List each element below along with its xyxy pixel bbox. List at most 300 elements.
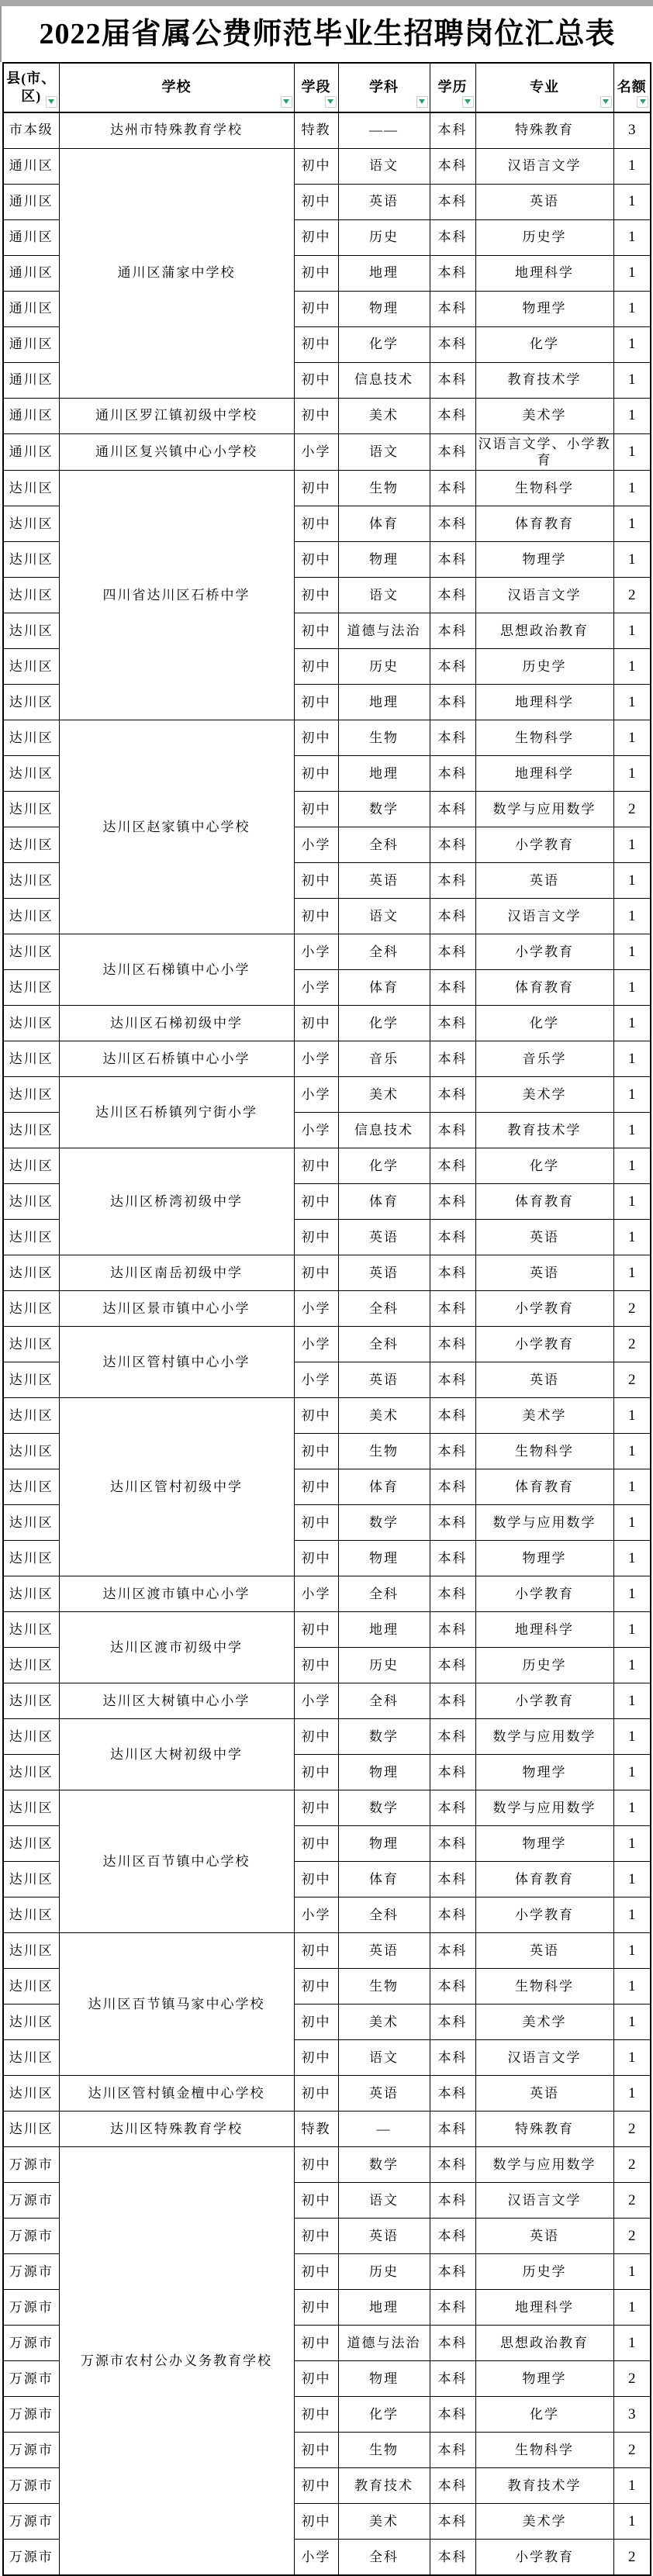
county-cell: 达川区 [3,2076,59,2112]
major-cell: 体育教育 [475,970,613,1006]
stage-cell: 初中 [294,2326,338,2361]
school-cell: 万源市农村公办义务教育学校 [59,2147,294,2576]
major-cell: 小学教育 [475,1291,613,1327]
major-cell: 美术学 [475,1077,613,1113]
stage-cell: 初中 [294,1719,338,1755]
subject-cell: 英语 [338,863,430,899]
county-cell: 达川区 [3,1041,59,1077]
quota-cell: 1 [613,2254,651,2290]
quota-cell: 2 [613,792,651,827]
stage-cell: 初中 [294,2183,338,2219]
degree-cell: 本科 [430,578,475,613]
degree-cell: 本科 [430,1648,475,1683]
major-cell: 地理科学 [475,756,613,792]
degree-cell: 本科 [430,2076,475,2112]
degree-cell: 本科 [430,1434,475,1469]
subject-cell: 语文 [338,2183,430,2219]
stage-cell: 小学 [294,970,338,1006]
quota-cell: 2 [613,1362,651,1398]
degree-cell: 本科 [430,2219,475,2254]
quota-cell: 1 [613,1184,651,1220]
stage-cell: 小学 [294,1041,338,1077]
quota-cell: 1 [613,184,651,219]
quota-cell: 1 [613,1897,651,1933]
subject-cell: 物理 [338,1755,430,1790]
subject-cell: 生物 [338,720,430,756]
quota-cell: 1 [613,1041,651,1077]
subject-cell: 音乐 [338,1041,430,1077]
stage-cell: 初中 [294,184,338,219]
table-row [3,2112,651,2147]
stage-cell: 初中 [294,1755,338,1790]
school-cell: 达川区赵家镇中心学校 [59,720,294,934]
county-cell: 万源市 [3,2433,59,2468]
major-cell: 数学与应用数学 [475,2147,613,2183]
filter-button-subject[interactable] [416,96,428,108]
quota-cell: 1 [613,1434,651,1469]
stage-cell: 初中 [294,2290,338,2326]
degree-cell: 本科 [430,506,475,542]
county-cell: 市本级 [3,112,59,149]
county-cell: 通川区 [3,326,59,362]
quota-cell: 1 [613,1790,651,1826]
subject-cell: 教育技术 [338,2468,430,2504]
quota-cell: 2 [613,2112,651,2147]
degree-cell: 本科 [430,2433,475,2468]
quota-cell: 1 [613,362,651,398]
major-cell: 小学教育 [475,1576,613,1612]
county-cell: 通川区 [3,219,59,255]
filter-dropdown-icon [283,99,289,104]
subject-cell: 体育 [338,970,430,1006]
subject-cell: 全科 [338,1291,430,1327]
stage-cell: 初中 [294,1255,338,1291]
page-title: 2022届省属公费师范毕业生招聘岗位汇总表 [39,18,616,50]
quota-cell: 1 [613,827,651,863]
county-cell: 达川区 [3,542,59,578]
quota-cell: 2 [613,2540,651,2576]
subject-cell: 全科 [338,1897,430,1933]
table-row [3,1041,651,1077]
subject-cell: 全科 [338,1683,430,1719]
quota-cell: 1 [613,1612,651,1648]
quota-cell: 1 [613,863,651,899]
subject-cell: 历史 [338,2254,430,2290]
stage-cell: 小学 [294,1897,338,1933]
subject-cell: 生物 [338,1434,430,1469]
degree-cell: 本科 [430,1041,475,1077]
county-cell: 达川区 [3,1220,59,1255]
subject-cell: 道德与法治 [338,613,430,649]
major-cell: 化学 [475,2397,613,2433]
subject-cell: —— [338,112,430,149]
subject-cell: 英语 [338,1933,430,1969]
major-cell: 体育教育 [475,1862,613,1897]
stage-cell: 初中 [294,398,338,433]
filter-dropdown-icon [603,99,609,104]
major-cell: 体育教育 [475,1184,613,1220]
major-cell: 英语 [475,1933,613,1969]
major-cell: 音乐学 [475,1041,613,1077]
column-header-county [3,63,59,112]
major-cell: 美术学 [475,1398,613,1434]
quota-cell: 1 [613,934,651,970]
column-header-label: 学历 [437,79,468,95]
degree-cell: 本科 [430,2112,475,2147]
subject-cell: 体育 [338,1184,430,1220]
county-cell: 通川区 [3,255,59,291]
school-cell: 达川区特殊教育学校 [59,2112,294,2147]
county-cell: 通川区 [3,398,59,433]
degree-cell: 本科 [430,2290,475,2326]
degree-cell: 本科 [430,1541,475,1576]
school-cell: 达川区百节镇马家中心学校 [59,1933,294,2076]
column-header-degree [430,63,475,112]
quota-cell: 1 [613,1969,651,2005]
major-cell: 历史学 [475,219,613,255]
county-cell: 通川区 [3,184,59,219]
county-cell: 达川区 [3,756,59,792]
quota-cell: 1 [613,1469,651,1505]
major-cell: 化学 [475,1006,613,1041]
stage-cell: 初中 [294,756,338,792]
table-row [3,1398,651,1434]
filter-dropdown-icon [48,99,54,104]
degree-cell: 本科 [430,1933,475,1969]
column-header-school [59,63,294,112]
major-cell: 教育技术学 [475,2468,613,2504]
major-cell: 化学 [475,326,613,362]
quota-cell: 2 [613,1327,651,1362]
major-cell: 美术学 [475,2005,613,2040]
quota-cell: 1 [613,2076,651,2112]
quota-cell: 1 [613,1148,651,1184]
school-cell: 达川区桥湾初级中学 [59,1148,294,1255]
degree-cell: 本科 [430,863,475,899]
school-cell: 达川区管村镇金檀中心学校 [59,2076,294,2112]
degree-cell: 本科 [430,1077,475,1113]
county-cell: 达川区 [3,1006,59,1041]
degree-cell: 本科 [430,219,475,255]
column-header-major [475,63,613,112]
degree-cell: 本科 [430,291,475,326]
county-cell: 万源市 [3,2361,59,2397]
filter-button-degree[interactable] [462,96,474,108]
county-cell: 达川区 [3,2112,59,2147]
table-row [3,1612,651,1648]
stage-cell: 初中 [294,2254,338,2290]
county-cell: 通川区 [3,362,59,398]
school-cell: 达州市特殊教育学校 [59,112,294,149]
quota-cell: 1 [613,1576,651,1612]
school-cell: 达川区管村初级中学 [59,1398,294,1576]
county-cell: 达川区 [3,1969,59,2005]
column-header-subject [338,63,430,112]
county-cell: 达川区 [3,1683,59,1719]
filter-button-major[interactable] [600,96,612,108]
county-cell: 达川区 [3,1327,59,1362]
stage-cell: 小学 [294,1291,338,1327]
subject-cell: 历史 [338,219,430,255]
stage-cell: 初中 [294,2468,338,2504]
degree-cell: 本科 [430,1612,475,1648]
subject-cell: 英语 [338,2076,430,2112]
stage-cell: 小学 [294,1683,338,1719]
table-body [3,112,651,2576]
subject-cell: 语文 [338,899,430,934]
county-cell: 万源市 [3,2290,59,2326]
major-cell: 汉语言文学 [475,899,613,934]
degree-cell: 本科 [430,1398,475,1434]
degree-cell: 本科 [430,1113,475,1148]
table-row [3,471,651,506]
stage-cell: 初中 [294,2147,338,2183]
county-cell: 达川区 [3,613,59,649]
quota-cell: 1 [613,1006,651,1041]
table-row [3,1683,651,1719]
major-cell: 体育教育 [475,506,613,542]
major-cell: 汉语言文学 [475,2183,613,2219]
school-cell: 达川区大树初级中学 [59,1719,294,1790]
quota-cell: 1 [613,433,651,471]
filter-button-county[interactable] [46,96,57,108]
county-cell: 达川区 [3,1719,59,1755]
window-top-strip [0,0,653,6]
quota-cell: 1 [613,1648,651,1683]
county-cell: 达川区 [3,863,59,899]
stage-cell: 初中 [294,506,338,542]
quota-cell: 1 [613,1255,651,1291]
table-row [3,1006,651,1041]
quota-cell: 1 [613,2504,651,2540]
major-cell: 生物科学 [475,1969,613,2005]
quota-cell: 1 [613,756,651,792]
major-cell: 英语 [475,184,613,219]
stage-cell: 初中 [294,1933,338,1969]
table-row [3,1576,651,1612]
column-header-label: 学段 [301,79,331,95]
degree-cell: 本科 [430,756,475,792]
degree-cell: 本科 [430,2397,475,2433]
stage-cell: 初中 [294,899,338,934]
county-cell: 达川区 [3,1897,59,1933]
major-cell: 数学与应用数学 [475,1505,613,1541]
quota-cell: 1 [613,471,651,506]
quota-cell: 1 [613,1683,651,1719]
county-cell: 达川区 [3,471,59,506]
table-row [3,398,651,433]
major-cell: 特殊教育 [475,2112,613,2147]
major-cell: 历史学 [475,649,613,685]
major-cell: 小学教育 [475,827,613,863]
degree-cell: 本科 [430,2254,475,2290]
subject-cell: 体育 [338,1469,430,1505]
major-cell: 小学教育 [475,1897,613,1933]
quota-cell: 2 [613,578,651,613]
school-cell: 达川区渡市镇中心小学 [59,1576,294,1612]
stage-cell: 小学 [294,433,338,471]
subject-cell: 全科 [338,827,430,863]
county-cell: 达川区 [3,578,59,613]
degree-cell: 本科 [430,2504,475,2540]
stage-cell: 初中 [294,1006,338,1041]
stage-cell: 初中 [294,255,338,291]
major-cell: 生物科学 [475,471,613,506]
county-cell: 万源市 [3,2468,59,2504]
quota-cell: 1 [613,685,651,720]
school-cell: 达川区百节镇中心学校 [59,1790,294,1933]
school-cell: 四川省达川区石桥中学 [59,471,294,720]
major-cell: 汉语言文学 [475,578,613,613]
quota-cell: 1 [613,219,651,255]
degree-cell: 本科 [430,148,475,184]
county-cell: 达川区 [3,1612,59,1648]
county-cell: 达川区 [3,685,59,720]
subject-cell: 美术 [338,398,430,433]
quota-cell: 1 [613,2040,651,2076]
major-cell: 生物科学 [475,720,613,756]
stage-cell: 初中 [294,792,338,827]
school-cell: 通川区复兴镇中心小学校 [59,433,294,471]
school-cell: 达川区石梯镇中心小学 [59,934,294,1006]
table-row [3,1933,651,1969]
filter-button-stage[interactable] [325,96,337,108]
degree-cell: 本科 [430,1862,475,1897]
table-row [3,2147,651,2183]
subject-cell: 英语 [338,1220,430,1255]
county-cell: 达川区 [3,1826,59,1862]
major-cell: 特殊教育 [475,112,613,149]
county-cell: 达川区 [3,1576,59,1612]
column-header-label: 学科 [369,79,399,95]
county-cell: 达川区 [3,1505,59,1541]
subject-cell: 英语 [338,1362,430,1398]
degree-cell: 本科 [430,1184,475,1220]
stage-cell: 初中 [294,1969,338,2005]
county-cell: 达川区 [3,1648,59,1683]
degree-cell: 本科 [430,1006,475,1041]
major-cell: 英语 [475,1362,613,1398]
quota-cell: 1 [613,2326,651,2361]
degree-cell: 本科 [430,1291,475,1327]
quota-cell: 1 [613,542,651,578]
county-cell: 达川区 [3,2005,59,2040]
major-cell: 汉语言文学、小学教育 [475,433,613,471]
quota-cell: 1 [613,291,651,326]
county-cell: 达川区 [3,1398,59,1434]
subject-cell: 地理 [338,685,430,720]
stage-cell: 小学 [294,1362,338,1398]
filter-button-school[interactable] [281,96,292,108]
subject-cell: 美术 [338,2005,430,2040]
major-cell: 物理学 [475,2361,613,2397]
stage-cell: 初中 [294,578,338,613]
stage-cell: 初中 [294,2504,338,2540]
quota-cell: 1 [613,1220,651,1255]
degree-cell: 本科 [430,2326,475,2361]
major-cell: 英语 [475,863,613,899]
degree-cell: 本科 [430,2147,475,2183]
quota-cell: 1 [613,1933,651,1969]
degree-cell: 本科 [430,685,475,720]
stage-cell: 初中 [294,2219,338,2254]
stage-cell: 初中 [294,1469,338,1505]
stage-cell: 初中 [294,1790,338,1826]
column-header-label: 专业 [530,79,559,95]
stage-cell: 初中 [294,219,338,255]
stage-cell: 初中 [294,2005,338,2040]
subject-cell: 语文 [338,578,430,613]
table-row [3,720,651,756]
subject-cell: 化学 [338,1148,430,1184]
quota-cell: 1 [613,1826,651,1862]
major-cell: 地理科学 [475,2290,613,2326]
subject-cell: 语文 [338,148,430,184]
stage-cell: 初中 [294,649,338,685]
county-cell: 达川区 [3,1362,59,1398]
stage-cell: 初中 [294,1398,338,1434]
title-section [0,6,653,62]
subject-cell: 信息技术 [338,1113,430,1148]
county-cell: 达川区 [3,827,59,863]
table-row [3,1291,651,1327]
major-cell: 物理学 [475,1755,613,1790]
subject-cell: 全科 [338,934,430,970]
stage-cell: 初中 [294,1184,338,1220]
stage-cell: 初中 [294,1220,338,1255]
column-header-quota [613,63,651,112]
stage-cell: 特教 [294,112,338,149]
quota-cell: 1 [613,2005,651,2040]
subject-cell: 化学 [338,1006,430,1041]
degree-cell: 本科 [430,1719,475,1755]
quota-cell: 2 [613,2433,651,2468]
county-cell: 万源市 [3,2147,59,2183]
school-cell: 达川区渡市初级中学 [59,1612,294,1683]
degree-cell: 本科 [430,2040,475,2076]
subject-cell: 全科 [338,2540,430,2576]
subject-cell: 语文 [338,2040,430,2076]
subject-cell: 化学 [338,326,430,362]
county-cell: 达川区 [3,1790,59,1826]
subject-cell: 物理 [338,2361,430,2397]
filter-button-quota[interactable] [637,96,648,108]
subject-cell: 语文 [338,433,430,471]
major-cell: 化学 [475,1148,613,1184]
school-cell: 达川区石桥镇中心小学 [59,1041,294,1077]
major-cell: 小学教育 [475,2540,613,2576]
subject-cell: 美术 [338,1398,430,1434]
degree-cell: 本科 [430,326,475,362]
degree-cell: 本科 [430,2005,475,2040]
quota-cell: 1 [613,148,651,184]
quota-cell: 1 [613,1719,651,1755]
table-row [3,148,651,184]
degree-cell: 本科 [430,934,475,970]
stage-cell: 初中 [294,2076,338,2112]
degree-cell: 本科 [430,112,475,149]
stage-cell: 初中 [294,471,338,506]
subject-cell: 物理 [338,1541,430,1576]
county-cell: 达川区 [3,1469,59,1505]
stage-cell: 小学 [294,1576,338,1612]
quota-cell: 1 [613,1077,651,1113]
degree-cell: 本科 [430,1755,475,1790]
degree-cell: 本科 [430,970,475,1006]
major-cell: 数学与应用数学 [475,1719,613,1755]
school-cell: 达川区大树镇中心小学 [59,1683,294,1719]
stage-cell: 初中 [294,1541,338,1576]
